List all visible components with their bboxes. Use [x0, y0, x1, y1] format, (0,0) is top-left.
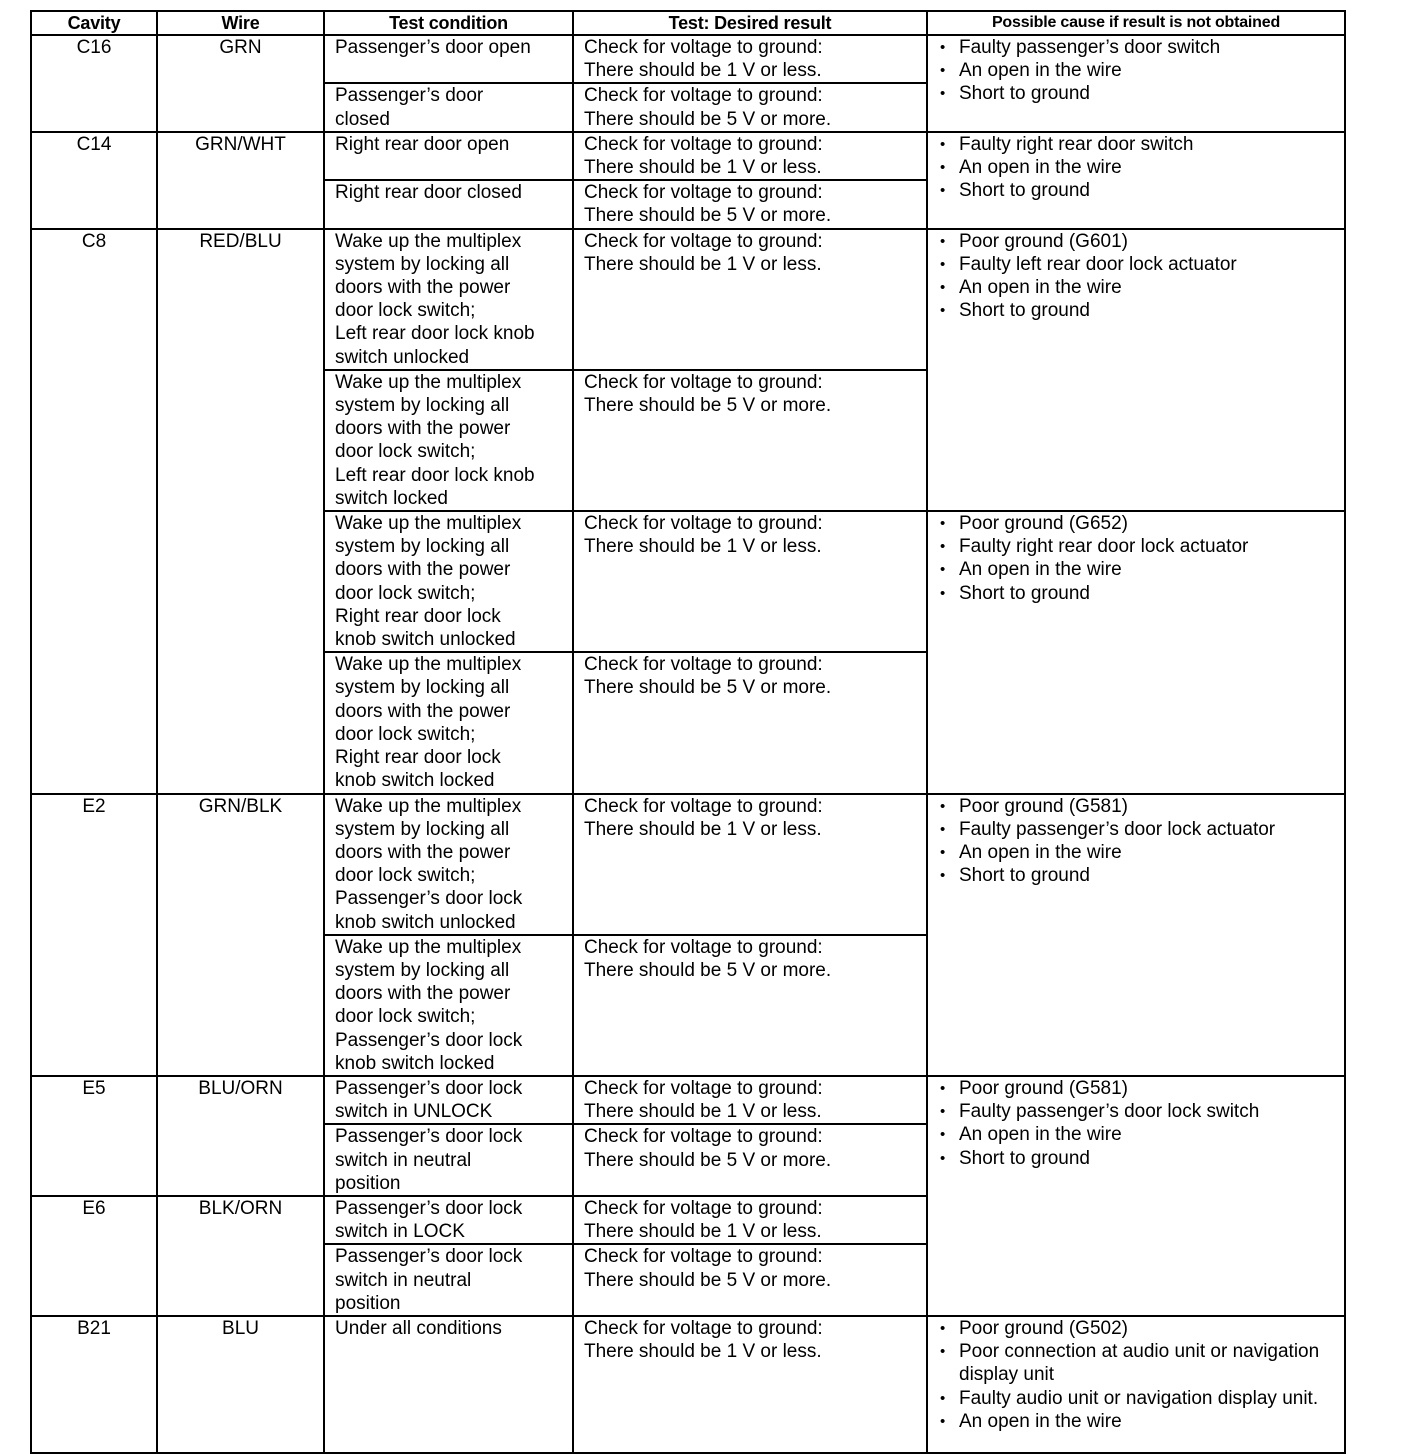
cause-item: • Faulty audio unit or navigation display unit.	[940, 1387, 1344, 1410]
cause-item: • Faulty right rear door switch	[940, 133, 1344, 156]
result-cell: Check for voltage to ground: There should be 5 V or more.	[573, 935, 927, 1076]
cause-item: • Faulty passenger’s door lock switch	[940, 1100, 1344, 1123]
result-cell: Check for voltage to ground: There should be 1 V or less.	[573, 794, 927, 935]
cause-item: • Short to ground	[940, 582, 1344, 605]
table-row	[31, 794, 1345, 935]
cause-item: • An open in the wire	[940, 1410, 1344, 1433]
table-row	[31, 132, 1345, 180]
condition-cell: Passenger’s door lock switch in neutral position	[324, 1244, 573, 1316]
result-cell: Check for voltage to ground: There should be 1 V or less.	[573, 511, 927, 652]
condition-cell: Wake up the multiplex system by locking all doors with the power door lock switch; Left rear door lock knob switch unlocked	[324, 229, 573, 370]
condition-cell: Right rear door closed	[324, 180, 573, 228]
cause-item: • Faulty right rear door lock actuator	[940, 535, 1344, 558]
cause-item: • Poor ground (G581)	[940, 1077, 1344, 1100]
result-cell: Check for voltage to ground: There should be 1 V or less.	[573, 35, 927, 83]
cause-item: • Poor ground (G581)	[940, 795, 1344, 818]
condition-cell: Wake up the multiplex system by locking all doors with the power door lock switch; Left rear door lock knob switch locked	[324, 370, 573, 511]
condition-cell: Right rear door open	[324, 132, 573, 180]
table-row	[31, 1076, 1345, 1124]
cause-item: • Short to ground	[940, 864, 1344, 887]
wire-cell: BLU/ORN	[157, 1076, 324, 1196]
header-cavity: Cavity	[31, 11, 157, 35]
test-table	[30, 10, 1346, 1454]
cavity-cell: E6	[31, 1196, 157, 1316]
condition-cell: Passenger’s door lock switch in neutral position	[324, 1124, 573, 1196]
condition-cell: Passenger’s door closed	[324, 83, 573, 131]
cavity-cell: C16	[31, 35, 157, 132]
condition-cell: Wake up the multiplex system by locking all doors with the power door lock switch; Passenger’s door lock knob switch unlocked	[324, 794, 573, 935]
cause-item: • An open in the wire	[940, 59, 1344, 82]
table-row	[31, 1316, 1345, 1453]
wire-cell: BLU	[157, 1316, 324, 1453]
result-cell: Check for voltage to ground: There should be 5 V or more.	[573, 370, 927, 511]
condition-cell: Wake up the multiplex system by locking all doors with the power door lock switch; Passenger’s door lock knob switch locked	[324, 935, 573, 1076]
result-cell: Check for voltage to ground: There should be 1 V or less.	[573, 1316, 927, 1453]
cause-item: • Short to ground	[940, 1147, 1344, 1170]
cause-item: • Poor ground (G601)	[940, 230, 1344, 253]
cause-item: • An open in the wire	[940, 1123, 1344, 1146]
cavity-cell: B21	[31, 1316, 157, 1453]
cause-item: • Poor ground (G502)	[940, 1317, 1344, 1340]
table-row	[31, 229, 1345, 370]
result-cell: Check for voltage to ground: There should be 5 V or more.	[573, 652, 927, 793]
wire-cell: GRN	[157, 35, 324, 132]
cause-list	[940, 512, 1344, 605]
result-cell: Check for voltage to ground: There should be 5 V or more.	[573, 1244, 927, 1316]
cause-list	[940, 1317, 1344, 1433]
header-desired-result: Test: Desired result	[573, 11, 927, 35]
cause-item: • Faulty passenger’s door switch	[940, 36, 1344, 59]
result-cell: Check for voltage to ground: There should be 1 V or less.	[573, 1076, 927, 1124]
condition-cell: Under all conditions	[324, 1316, 573, 1453]
wire-cell: RED/BLU	[157, 229, 324, 794]
cause-item: • Poor ground (G652)	[940, 512, 1344, 535]
cause-list	[940, 795, 1344, 888]
cavity-cell: C8	[31, 229, 157, 794]
header-test-condition: Test condition	[324, 11, 573, 35]
wire-cell: GRN/BLK	[157, 794, 324, 1076]
result-cell: Check for voltage to ground: There should be 5 V or more.	[573, 83, 927, 131]
cause-cell	[927, 229, 1345, 511]
header-wire: Wire	[157, 11, 324, 35]
cause-item: • Faulty left rear door lock actuator	[940, 253, 1344, 276]
condition-cell: Passenger’s door lock switch in LOCK	[324, 1196, 573, 1244]
cause-cell	[927, 1076, 1345, 1316]
cause-list	[940, 230, 1344, 323]
cause-list	[940, 1077, 1344, 1170]
condition-cell: Passenger’s door lock switch in UNLOCK	[324, 1076, 573, 1124]
cavity-cell: E5	[31, 1076, 157, 1196]
cause-item: • Faulty passenger’s door lock actuator	[940, 818, 1344, 841]
cause-cell	[927, 1316, 1345, 1453]
cause-list	[940, 36, 1344, 106]
condition-cell: Passenger’s door open	[324, 35, 573, 83]
result-cell: Check for voltage to ground: There should be 5 V or more.	[573, 180, 927, 228]
wire-cell: GRN/WHT	[157, 132, 324, 229]
result-cell: Check for voltage to ground: There should be 1 V or less.	[573, 229, 927, 370]
condition-cell: Wake up the multiplex system by locking all doors with the power door lock switch; Right rear door lock knob switch unlocked	[324, 511, 573, 652]
cause-item: • An open in the wire	[940, 156, 1344, 179]
result-cell: Check for voltage to ground: There should be 1 V or less.	[573, 132, 927, 180]
cause-item: • An open in the wire	[940, 276, 1344, 299]
cause-item: • Short to ground	[940, 179, 1344, 202]
cause-cell	[927, 132, 1345, 229]
result-cell: Check for voltage to ground: There should be 1 V or less.	[573, 1196, 927, 1244]
cause-list	[940, 133, 1344, 203]
cause-item: • Poor connection at audio unit or navigation display unit	[940, 1340, 1344, 1386]
table-row	[31, 35, 1345, 83]
wire-cell: BLK/ORN	[157, 1196, 324, 1316]
result-cell: Check for voltage to ground: There should be 5 V or more.	[573, 1124, 927, 1196]
cause-cell	[927, 794, 1345, 1076]
cavity-cell: E2	[31, 794, 157, 1076]
header-possible-cause: Possible cause if result is not obtained	[927, 11, 1345, 35]
header-row	[31, 11, 1345, 35]
cause-item: • Short to ground	[940, 82, 1344, 105]
cause-item: • Short to ground	[940, 299, 1344, 322]
condition-cell: Wake up the multiplex system by locking all doors with the power door lock switch; Right rear door lock knob switch locked	[324, 652, 573, 793]
cavity-cell: C14	[31, 132, 157, 229]
cause-cell	[927, 511, 1345, 793]
cause-cell	[927, 35, 1345, 132]
cause-item: • An open in the wire	[940, 558, 1344, 581]
cause-item: • An open in the wire	[940, 841, 1344, 864]
